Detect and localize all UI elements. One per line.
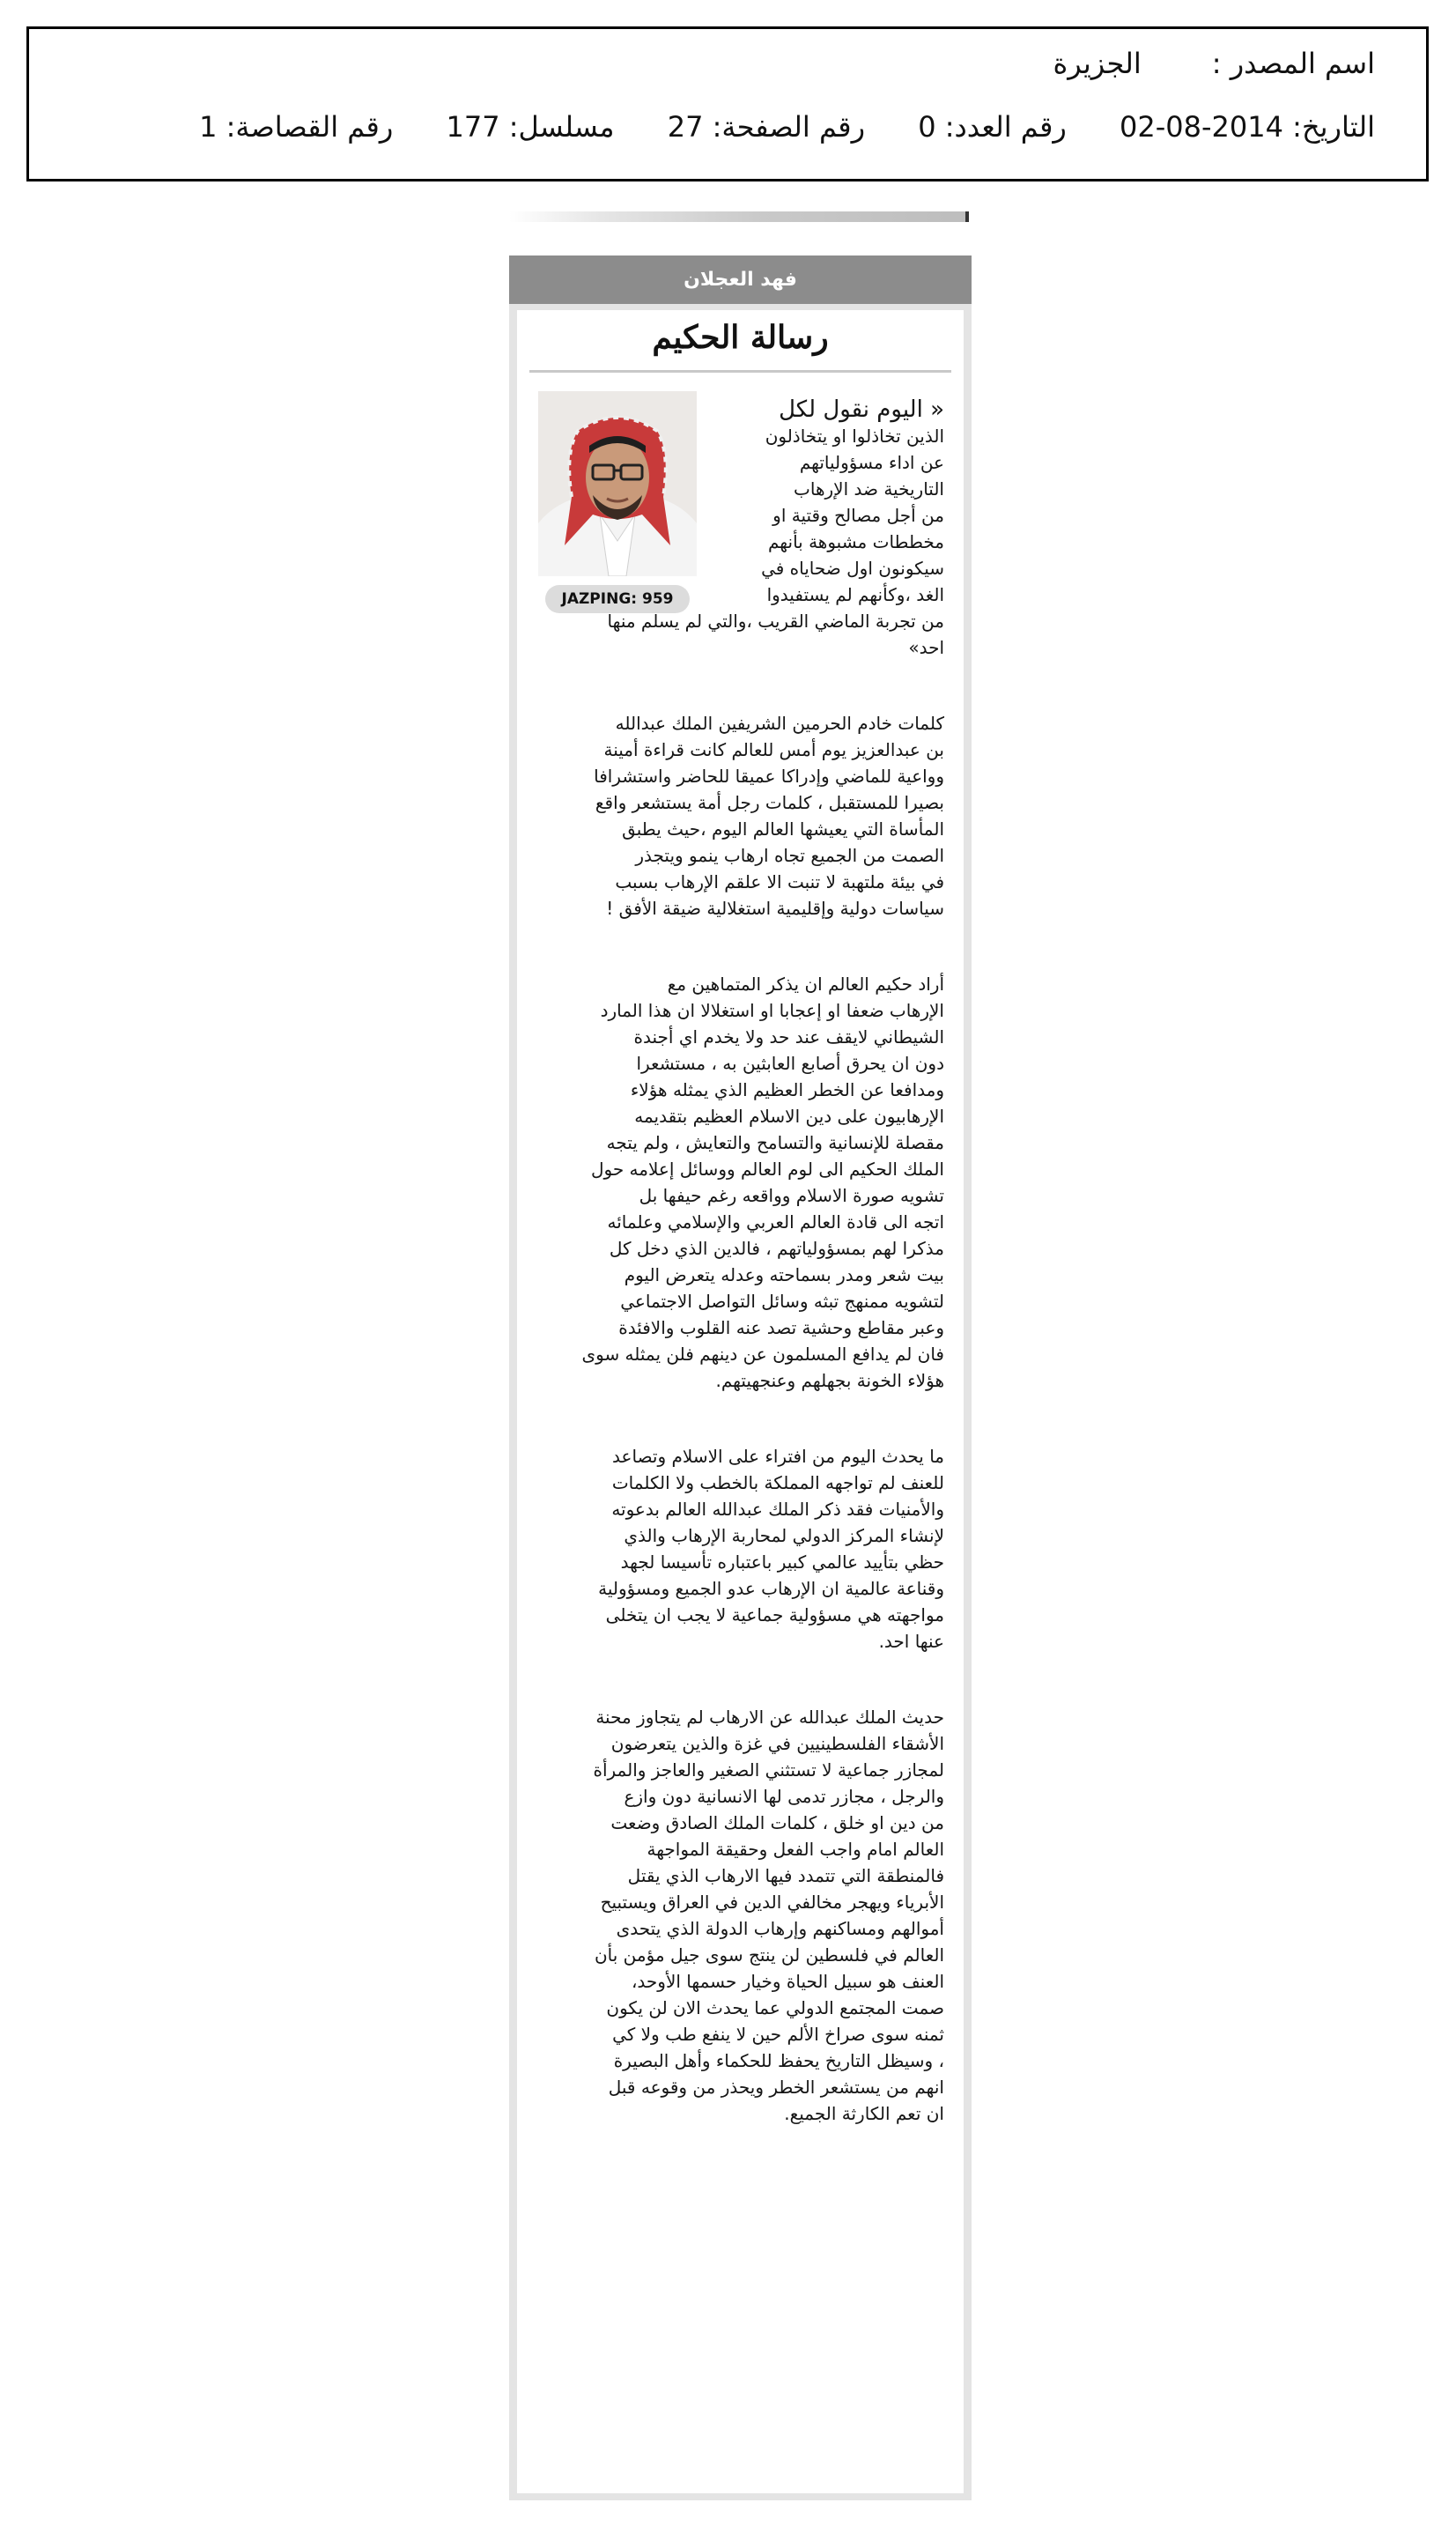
text-line: ما يحدث اليوم من افتراء على الاسلام وتصاعد bbox=[612, 1446, 944, 1467]
text-line: اتجه الى قادة العالم العربي والإسلامي وعلمائه bbox=[607, 1211, 944, 1233]
text-line: التاريخية ضد الإرهاب bbox=[794, 478, 944, 500]
source-row bbox=[1053, 47, 1375, 80]
text-line: العالم امام واجب الفعل وحقيقة المواجهة bbox=[647, 1839, 944, 1860]
column-title: رسالة الحكيم bbox=[652, 319, 829, 356]
text-line: بن عبدالعزيز يوم أمس للعالم كانت قراءة أمينة bbox=[603, 739, 944, 760]
text-line: بصيرا للمستقبل ، كلمات رجل أمة يستشعر واقع bbox=[595, 792, 944, 813]
text-line: ومدافعا عن الخطر العظيم الذي يمثله هؤلاء bbox=[630, 1079, 944, 1100]
text-line: عنها احد. bbox=[878, 1631, 944, 1652]
text-line: الإرهابيون على دين الاسلام العظيم بتقديمه bbox=[634, 1106, 944, 1127]
text-line: ثمنه سوى صراخ الألم حين لا ينفع طب ولا كي bbox=[612, 2024, 944, 2045]
text-line: الذين تخاذلوا او يتخاذلون bbox=[765, 426, 944, 447]
text-line: في بيئة ملتهبة لا تنبت الا علقم الإرهاب بسبب bbox=[615, 871, 944, 892]
text-line: وواعية للماضي وإدراكا عميقا للحاضر واستشرافا bbox=[594, 766, 944, 787]
top-divider bbox=[509, 211, 969, 222]
text-line: المأساة التي يعيشها العالم اليوم ،حيث يطبق bbox=[622, 818, 944, 840]
serial-value: 177 bbox=[446, 110, 500, 144]
text-line: كلمات خادم الحرمين الشريفين الملك عبدالله bbox=[615, 713, 944, 734]
text-line: الغد ،وكأنهم لم يستفيدوا bbox=[766, 584, 944, 605]
page-label: رقم الصفحة: bbox=[712, 110, 866, 144]
text-line: دون ان يحرق أصابع العابثين به ، مستشعرا bbox=[636, 1053, 944, 1074]
text-line: أراد حكيم العالم ان يذكر المتماهين مع bbox=[667, 974, 944, 995]
text-line: مخططات مشبوهة بأنهم bbox=[767, 531, 944, 552]
source-label: اسم المصدر : bbox=[1211, 47, 1375, 80]
text-line: وقناعة عالمية ان الإرهاب عدو الجميع ومسؤولية bbox=[598, 1578, 944, 1599]
text-line: احد» bbox=[908, 637, 944, 658]
meta-row bbox=[199, 110, 1375, 144]
text-line: مقصلة للإنسانية والتسامح والتعايش ، ولم يتجه bbox=[606, 1132, 944, 1153]
text-line: العالم في فلسطين لن ينتج سوى جيل مؤمن بأن bbox=[594, 1944, 944, 1966]
text-line: مذكرا لهم بمسؤولياتهم ، فالدين الذي دخل كل bbox=[609, 1238, 944, 1259]
text-line: ، وسيظل التاريخ يحفظ للحكماء وأهل البصيرة bbox=[613, 2050, 944, 2071]
issue-value: 0 bbox=[918, 110, 936, 144]
text-line: الأشقاء الفلسطينيين في غزة والذين يتعرضون bbox=[610, 1733, 944, 1754]
text-line: بيت شعر ومدر بسماحته وعدله يتعرض اليوم bbox=[624, 1264, 944, 1285]
text-line: ان تعم الكارثة الجميع. bbox=[784, 2103, 944, 2124]
text-line: فان لم يدافع المسلمون عن دينهم فلن يمثله سوى bbox=[581, 1344, 944, 1365]
text-line: الصمت من الجميع تجاه ارهاب ينمو ويتجذر bbox=[635, 845, 944, 866]
text-line: الشيطاني لايقف عند حد ولا يخدم اي أجندة bbox=[633, 1026, 944, 1048]
issue-label: رقم العدد: bbox=[944, 110, 1067, 144]
serial-label: مسلسل: bbox=[508, 110, 615, 144]
article-body bbox=[517, 310, 964, 2493]
page-value: 27 bbox=[667, 110, 704, 144]
text-line: هؤلاء الخونة بجهلهم وعنجهيتهم. bbox=[715, 1370, 944, 1391]
text-line: حظي بتأييد عالمي كبير باعتباره تأسيسا لجهد bbox=[620, 1551, 944, 1573]
text-line: فالمنطقة التي تتمدد فيها الارهاب الذي يقتل bbox=[627, 1865, 944, 1886]
text-line: « اليوم نقول لكل bbox=[779, 396, 944, 423]
author-bar: فهد العجلان bbox=[509, 255, 972, 304]
text-line: حديث الملك عبدالله عن الارهاب لم يتجاوز محنة bbox=[595, 1707, 944, 1728]
text-line: تشويه صورة الاسلام وواقعه رغم حيفها بل bbox=[639, 1185, 944, 1206]
clipping-value: 1 bbox=[199, 110, 218, 144]
article-column bbox=[509, 255, 972, 2500]
text-line: لتشويه ممنهج تبثه وسائل التواصل الاجتماعي bbox=[620, 1291, 944, 1312]
header-box bbox=[26, 26, 1429, 181]
text-line: وعبر مقاطع وحشية تصد عنه القلوب والافئدة bbox=[618, 1317, 944, 1338]
text-line: صمت المجتمع الدولي عما يحدث الان لن يكون bbox=[606, 1997, 944, 2018]
text-line: من تجربة الماضي القريب ،والتي لم يسلم منها bbox=[607, 611, 944, 632]
date-label: التاريخ: bbox=[1292, 110, 1375, 144]
text-line: الإرهاب ضعفا او إعجابا او استغلالا ان هذا المارد bbox=[600, 1000, 944, 1021]
text-line: سيكونون اول ضحاياه في bbox=[761, 558, 944, 579]
text-line: من أجل مصالح وقتية او bbox=[772, 505, 944, 526]
text-line: عن اداء مسؤولياتهم bbox=[799, 452, 944, 473]
text-line: العنف هو سبيل الحياة وخيار حسمها الأوحد، bbox=[631, 1971, 944, 1992]
clipping-label: رقم القصاصة: bbox=[225, 110, 394, 144]
text-line: الأبرياء ويهجر مخالفي الدين في العراق ويستبيح bbox=[600, 1892, 944, 1913]
jazping-badge: JAZPING: 959 bbox=[545, 585, 690, 613]
text-line: الملك الحكيم الى لوم العالم ووسائل إعلامه حول bbox=[590, 1159, 944, 1180]
text-line: لإنشاء المركز الدولي لمحاربة الإرهاب والذي bbox=[624, 1525, 944, 1546]
text-line: مواجهته هي مسؤولية جماعية لا يجب ان يتخلى bbox=[605, 1604, 944, 1625]
text-line: أموالهم ومساكنهم وإرهاب الدولة الذي يتحدى bbox=[616, 1918, 944, 1939]
date-value: 2014-08-02 bbox=[1120, 110, 1283, 144]
text-line: من دين او خلق ، كلمات الملك الصادق وضعت bbox=[610, 1812, 944, 1833]
author-photo bbox=[538, 391, 697, 576]
text-line: للعنف لم تواجهه المملكة بالخطب ولا الكلمات bbox=[611, 1472, 944, 1493]
source-value: الجزيرة bbox=[1053, 47, 1142, 80]
text-line: سياسات دولية وإقليمية استغلالية ضيقة الأفق ! bbox=[606, 898, 944, 919]
text-line: والرجل ، مجازر تدمى لها الانسانية دون وازع bbox=[624, 1786, 944, 1807]
text-line: والأمنيات فقد ذكر الملك عبدالله العالم بدعوته bbox=[611, 1499, 944, 1520]
text-line: انهم من يستشعر الخطر ويحذر من وقوعه قبل bbox=[608, 2077, 944, 2098]
text-line: لمجازر جماعية لا تستثني الصغير والعاجز والمرأة bbox=[593, 1759, 944, 1781]
title-divider bbox=[529, 370, 951, 373]
